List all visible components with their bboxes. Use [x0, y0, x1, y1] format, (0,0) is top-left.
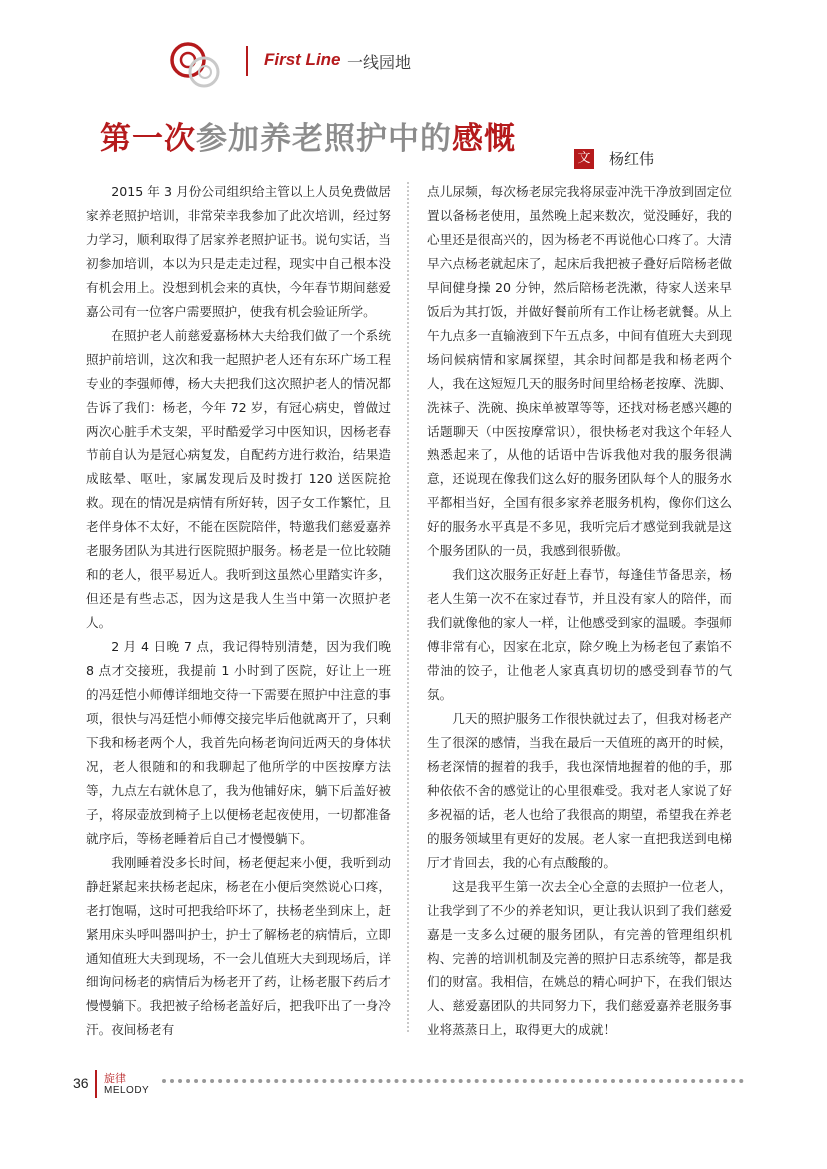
section-title-cn: 一线园地	[347, 53, 412, 72]
footer-divider	[95, 1070, 97, 1098]
column-divider	[407, 182, 409, 1032]
title-part-2: 参加养老照护中的	[196, 121, 452, 157]
magazine-name-cn: 旋律	[104, 1072, 126, 1085]
paragraph: 我刚睡着没多长时间，杨老便起来小便，我听到动静赶紧起来扶杨老起床，杨老在小便后突然说心口疼，老打饱嗝，这时可把我给吓坏了，扶杨老坐到床上，赶紧用床头呼叫器叫护士，护士了解杨老的病情后，立即通知值班大夫到现场，不一会儿值班大夫到现场后，详细询问杨老的病情后为杨老开了药，让杨老服下药后才慢慢躺下。我把被子给杨老盖好后，把我吓出了一身冷汗。夜间杨老有	[86, 854, 391, 1038]
title-part-1: 第一次	[100, 121, 196, 157]
author-name: 杨红伟	[609, 150, 655, 168]
paragraph: 这是我平生第一次去全心全意的去照护一位老人，让我学到了不少的养老知识，更让我认识到了我们慈爱嘉是一支多么过硬的服务团队，有完善的管理组织机构、完善的培训机制及完善的照护日志系统等，都是我们的财富。我相信，在姚总的精心呵护下，在我们银达人、慈爱嘉团队的共同努力下，我们慈爱嘉养老服务事业将蒸蒸日上，取得更大的成就！	[427, 878, 732, 1038]
page-number: 36	[73, 1075, 89, 1091]
header-divider	[246, 46, 248, 76]
rings-logo-icon	[168, 40, 228, 92]
article-column-left	[86, 180, 391, 1042]
paragraph: 在照护老人前慈爱嘉杨林大夫给我们做了一个系统照护前培训，这次和我一起照护老人还有东环广场工程专业的李强师傅，杨大夫把我们这次照护老人的情况都告诉了我们：杨老，今年 72 岁，有冠心病史，曾做过两次心脏手术支架，平时酷爱学习中医知识，因杨老春节前自认为是冠心病复发，自配药方进行救治，结果造成眩晕、呕吐，家属发现后及时拨打 120 送医院抢救。现在的情况是病情有所好转，因子女工作繁忙，且老伴身体不太好，不能在医院陪伴，特邀我们慈爱嘉养老服务团队为其进行医院照护服务。杨老是一位比较随和的老人，很平易近人。我听到这虽然心里踏实许多，但还是有些忐忑，因为这是我人生当中第一次照护老人。	[86, 327, 391, 631]
paragraph-continued: 点儿尿频，每次杨老尿完我将尿壶冲洗干净放到固定位置以备杨老使用，虽然晚上起来数次，觉没睡好，我的心里还是很高兴的，因为杨老不再说他心口疼了。大清早六点杨老就起床了，起床后我把被子叠好后陪杨老做早间健身操 20 分钟，然后陪杨老洗漱，待家人送来早饭后为其打饭，并做好餐前所有工作让杨老就餐。从上午九点多一直输液到下午五点多，中间有值班大夫到现场问候病情和家属探望，其余时间都是我和杨老两个人，我在这短短几天的服务时间里给杨老按摩、洗脚、洗袜子、洗碗、换床单被罩等等，还找对杨老感兴趣的话题聊天（中医按摩常识），很快杨老对我这个年轻人熟悉起来了，从他的话语中告诉我他对我的服务很满意，还说现在像我们这么好的服务团队每个人的服务水平都相当好，全国有很多家养老服务机构，像你们这么好的服务水平真是不多见，我听完后才感觉到我就是这个服务团队的一员，我感到很骄傲。	[427, 184, 732, 559]
footer-dotted-rule	[162, 1079, 744, 1083]
paragraph: 几天的照护服务工作很快就过去了，但我对杨老产生了很深的感情，当我在最后一天值班的离开的时候，杨老深情的握着的我手，我也深情地握着的他的手，那种依依不舍的感觉让的心里很难受。我对老人家说了好多祝福的话，老人也给了我很高的期望，希望我在养老的服务领域里有更好的发展。老人家一直把我送到电梯厅才肯回去，我的心有点酸酸的。	[427, 710, 732, 870]
header	[0, 0, 827, 100]
section-title-en: First Line	[264, 50, 341, 69]
author-label-badge: 文	[574, 149, 594, 169]
article-column-right	[427, 180, 732, 1042]
paragraph: 我们这次服务正好赶上春节，每逢佳节备思亲，杨老人生第一次不在家过春节，并且没有家人的陪伴，而我们就像他的家人一样，让他感受到家的温暖。李强师傅非常有心，因家在北京，除夕晚上为杨老包了素馅不带油的饺子，让他老人家真真切切的感受到春节的气氛。	[427, 567, 732, 703]
title-part-3: 感慨	[452, 121, 516, 157]
paragraph: 2015 年 3 月份公司组织给主管以上人员免费做居家养老照护培训，非常荣幸我参加了此次培训，经过努力学习，顺利取得了居家养老照护证书。说句实话，当初参加培训，本以为只是走走过程，现实中自己根本没有机会用上。没想到机会来的真快，今年春节期间慈爱嘉公司有一位客户需要照护，使我有机会验证所学。	[86, 184, 391, 319]
paragraph: 2 月 4 日晚 7 点，我记得特别清楚，因为我们晚 8 点才交接班，我提前 1 小时到了医院，好让上一班的冯廷恺小师傅详细地交待一下需要在照护中注意的事项，很快与冯廷恺小师傅交接完毕后他就离开了，只剩下我和杨老两个人，我首先向杨老询问近两天的身体状况，老人很随和的和我聊起了他所学的中医按摩方法等，九点左右就休息了，我为他铺好床，躺下后盖好被子，将尿壶放到椅子上以便杨老起夜使用，一切都准备就序后，等杨老睡着后自己才慢慢躺下。	[86, 639, 391, 846]
article-title	[100, 113, 516, 158]
magazine-name-en: MELODY	[104, 1085, 150, 1096]
